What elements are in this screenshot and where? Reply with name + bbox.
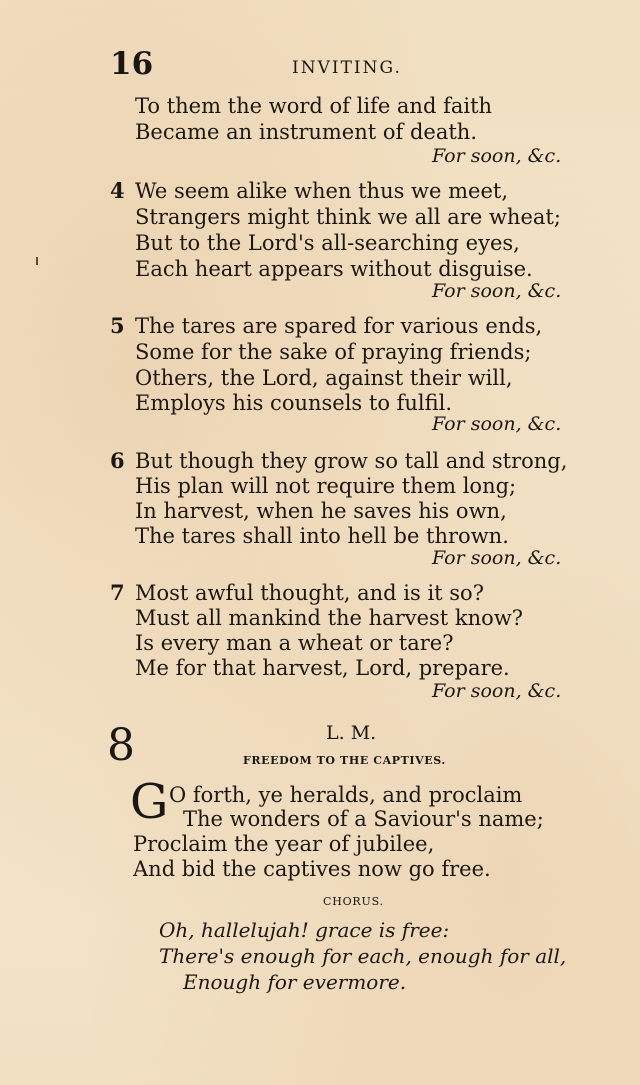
verse-line: Others, the Lord, against their will, bbox=[135, 366, 513, 390]
verse-number: 4 bbox=[110, 178, 125, 203]
hymn-line: O forth, ye heralds, and proclaim bbox=[169, 783, 523, 807]
verse-number: 5 bbox=[110, 313, 125, 338]
page-number: 16 bbox=[110, 46, 154, 82]
hymn-meter: L. M. bbox=[326, 722, 377, 744]
verse-line: But to the Lord's all-searching eyes, bbox=[135, 231, 520, 255]
drop-cap: G bbox=[130, 774, 169, 830]
verse-line: Some for the sake of praying friends; bbox=[135, 340, 532, 364]
verse-number: 7 bbox=[110, 580, 125, 605]
verse-line: We seem alike when thus we meet, bbox=[135, 179, 509, 203]
verse-line: Must all mankind the harvest know? bbox=[135, 606, 524, 630]
verse-line: Is every man a wheat or tare? bbox=[135, 631, 454, 655]
verse-line: Me for that harvest, Lord, prepare. bbox=[135, 656, 510, 680]
verse-line: To them the word of life and faith bbox=[135, 94, 493, 118]
verse-line: In harvest, when he saves his own, bbox=[135, 499, 507, 523]
verse-line: The tares shall into hell be thrown. bbox=[135, 524, 509, 548]
chorus-label: CHORUS. bbox=[323, 895, 384, 908]
verse-line: The tares are spared for various ends, bbox=[135, 314, 543, 338]
chorus-line: There's enough for each, enough for all, bbox=[159, 944, 567, 968]
verse-line: Became an instrument of death. bbox=[135, 120, 477, 144]
verse-refrain: For soon, &c. bbox=[432, 145, 562, 167]
hymn-line: The wonders of a Saviour's name; bbox=[183, 807, 544, 831]
hymn-number: 8 bbox=[107, 720, 135, 771]
verse-line: But though they grow so tall and strong, bbox=[135, 449, 568, 473]
chorus-line: Enough for evermore. bbox=[183, 970, 407, 994]
verse-line: Most awful thought, and is it so? bbox=[135, 581, 484, 605]
hymn-line: And bid the captives now go free. bbox=[133, 857, 491, 881]
running-title: INVITING. bbox=[292, 58, 402, 78]
verse-refrain: For soon, &c. bbox=[432, 680, 562, 702]
verse-refrain: For soon, &c. bbox=[432, 280, 562, 302]
chorus-line: Oh, hallelujah! grace is free: bbox=[159, 918, 450, 942]
verse-refrain: For soon, &c. bbox=[432, 547, 562, 569]
verse-line: Strangers might think we all are wheat; bbox=[135, 205, 561, 229]
hymn-line: Proclaim the year of jubilee, bbox=[133, 832, 435, 856]
margin-mark bbox=[36, 257, 38, 265]
verse-refrain: For soon, &c. bbox=[432, 413, 562, 435]
hymn-title: FREEDOM TO THE CAPTIVES. bbox=[243, 754, 446, 767]
verse-line: Employs his counsels to fulfil. bbox=[135, 391, 453, 415]
verse-line: Each heart appears without disguise. bbox=[135, 257, 533, 281]
verse-number: 6 bbox=[110, 448, 125, 473]
verse-line: His plan will not require them long; bbox=[135, 474, 517, 498]
